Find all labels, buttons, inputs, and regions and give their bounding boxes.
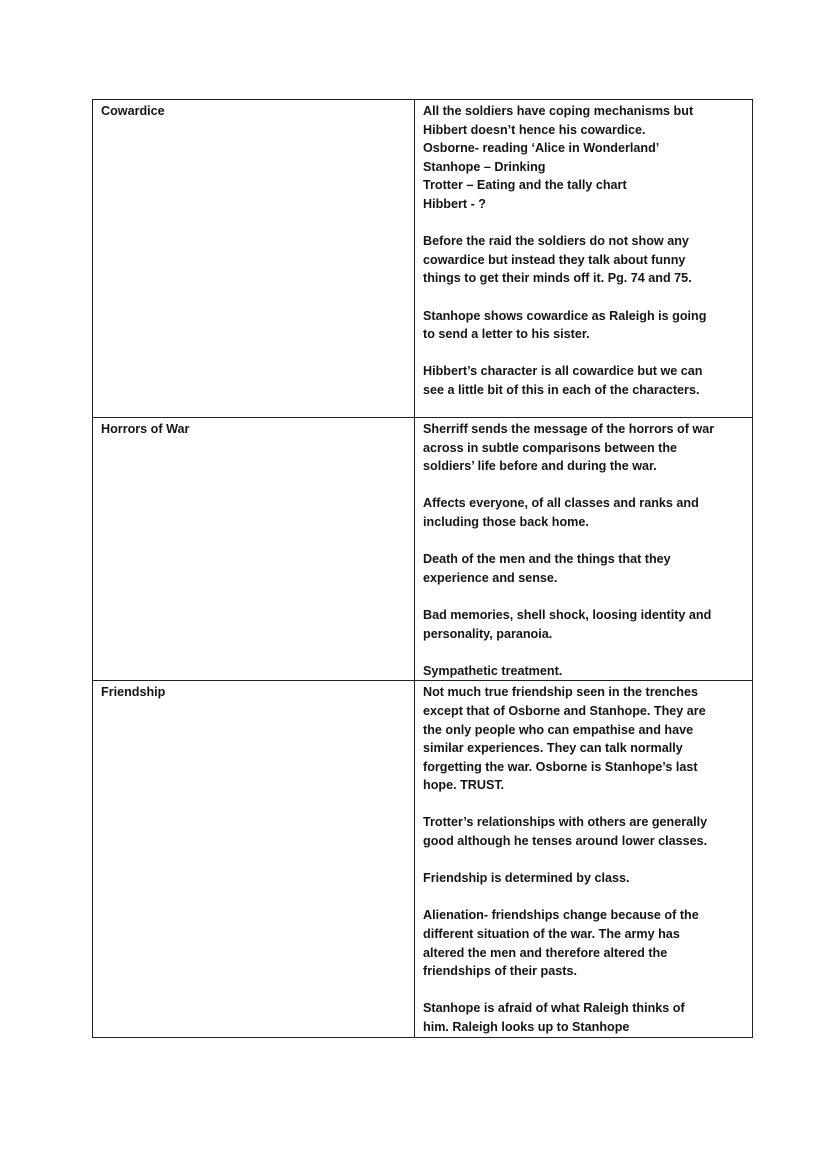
table-row	[93, 418, 753, 681]
detail-cell	[415, 681, 753, 1037]
table-row	[93, 100, 753, 418]
detail-paragraph: Trotter’s relationships with others are generally good although he tenses around lower classes.	[423, 815, 708, 849]
detail-paragraph: All the soldiers have coping mechanisms but Hibbert doesn’t hence his cowardice. Osborne- reading ‘Alice in Wonderland’ Stanhope – Drinking Trotter – Eating and the tally chart Hibbert - ?	[423, 104, 694, 211]
detail-paragraph: Alienation- friendships change because of the different situation of the war. The army has altered the men and therefore altered the friendships of their pasts.	[423, 908, 699, 979]
detail-paragraph: Affects everyone, of all classes and ranks and including those back home.	[423, 496, 699, 529]
detail-paragraph: Stanhope shows cowardice as Raleigh is going to send a letter to his sister.	[423, 308, 707, 342]
theme-cell	[93, 100, 415, 418]
theme-cell	[93, 418, 415, 681]
themes-table	[92, 99, 753, 1038]
detail-paragraph: Death of the men and the things that they experience and sense.	[423, 552, 671, 585]
detail-paragraph: Friendship is determined by class.	[423, 871, 630, 886]
detail-paragraph: Hibbert’s character is all cowardice but we can see a little bit of this in each of the characters.	[423, 364, 703, 397]
detail-paragraph: Before the raid the soldiers do not show any cowardice but instead they talk about funny things to get their minds off it. Pg. 74 and 75.	[423, 234, 692, 286]
detail-paragraph: Sherriff sends the message of the horrors of war across in subtle comparisons between the soldiers’ life before and during the war.	[423, 422, 715, 474]
detail-paragraph: Not much true friendship seen in the trenches except that of Osborne and Stanhope. They are the only people who can empathise and have similar experiences. They can talk normally forgetting the war. Osborne is Stanhope’s last hope. TRUST.	[423, 685, 706, 793]
theme-label: Cowardice	[101, 104, 165, 118]
theme-cell	[93, 681, 415, 1037]
detail-cell	[415, 418, 753, 681]
theme-label: Friendship	[101, 685, 166, 700]
detail-cell	[415, 100, 753, 418]
detail-paragraph: Bad memories, shell shock, loosing identity and personality, paranoia.	[423, 607, 712, 641]
theme-label: Horrors of War	[101, 422, 190, 436]
detail-paragraph: Stanhope is afraid of what Raleigh thinks of him. Raleigh looks up to Stanhope	[423, 1001, 685, 1034]
detail-paragraph: Sympathetic treatment.	[423, 663, 563, 678]
table-row	[93, 681, 753, 1037]
